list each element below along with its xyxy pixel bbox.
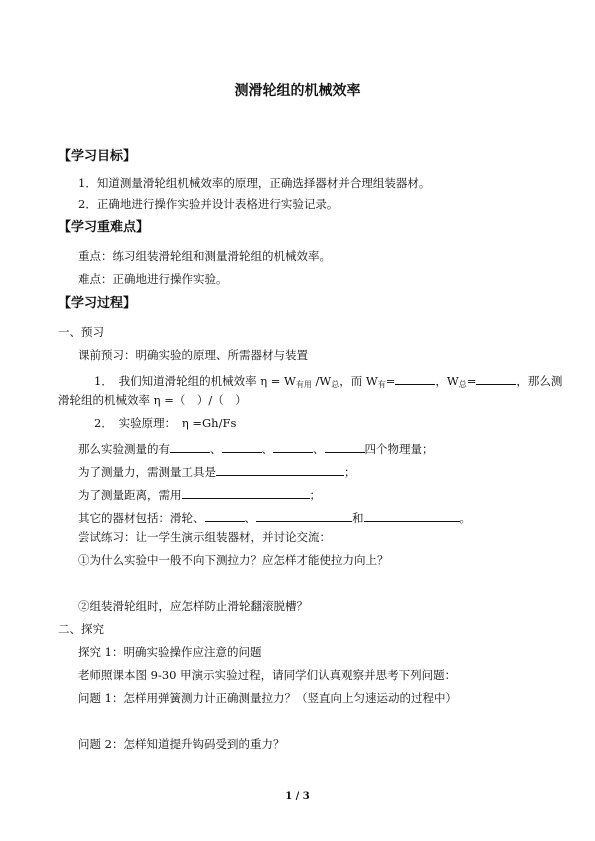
document-title: 测滑轮组的机械效率 xyxy=(234,83,361,99)
blank-equipment-3[interactable] xyxy=(364,510,460,522)
section-learning-goals: 【学习目标】 xyxy=(58,149,137,164)
section-key-difficult-points: 【学习重难点】 xyxy=(58,220,150,235)
blank-w-useful[interactable] xyxy=(395,373,435,385)
blank-quantity-4[interactable] xyxy=(325,441,365,453)
key-point-important: 重点：练习组装滑轮组和测量滑轮组的机械效率。 xyxy=(78,249,331,263)
section-learning-process: 【学习过程】 xyxy=(58,296,137,311)
preview-item-2: 2． 实验原理： η =Gh/Fs xyxy=(94,416,237,430)
preview-item-1: 1． 我们知道滑轮组的机械效率 $\eta = W_{有用}$ $/W_总$，而 $W_有=$ ，$W_总=$ ，那么测 xyxy=(94,374,563,389)
blank-distance-tool[interactable] xyxy=(182,487,310,499)
problem-2: 问题 2：怎样知道提升钩码受到的重力？ xyxy=(78,737,285,751)
preview-item-1-continued: 滑轮组的机械效率 η =（ ）/（ ） xyxy=(58,393,247,407)
force-tool-line: 为了测量力，需测量工具是 ； xyxy=(78,465,356,479)
quantities-line: 那么实验测量的有 、 、 、 四个物理量； xyxy=(78,442,434,456)
goal-item-2: 2．正确地进行操作实验并设计表格进行实验记录。 xyxy=(78,197,339,211)
practice-line: 尝试练习：让一学生演示组装器材，并讨论交流： xyxy=(78,530,331,544)
blank-quantity-2[interactable] xyxy=(222,441,262,453)
explore-item-1: 探究 1：明确实验操作应注意的问题 xyxy=(78,645,262,659)
preview-intro: 课前预习：明确实验的原理、所需器材与装置 xyxy=(78,348,308,362)
blank-equipment-2[interactable] xyxy=(256,510,352,522)
key-point-difficult: 难点：正确地进行操作实验。 xyxy=(78,272,228,286)
explore-heading: 二、探究 xyxy=(58,622,104,636)
distance-tool-line: 为了测量距离，需用 ； xyxy=(78,488,321,502)
problem-1: 问题 1：怎样用弹簧测力计正确测量拉力？（竖直向上匀速运动的过程中） xyxy=(78,691,457,705)
teacher-demo-line: 老师照课本图 9-30 甲演示实验过程，请同学们认真观察并思考下列问题： xyxy=(78,668,457,682)
blank-quantity-1[interactable] xyxy=(170,441,210,453)
blank-w-total[interactable] xyxy=(476,373,516,385)
question-2: ②组装滑轮组时，应怎样防止滑轮翻滚脱槽？ xyxy=(78,599,308,613)
blank-force-tool[interactable] xyxy=(216,464,344,476)
preview-heading: 一、预习 xyxy=(58,325,104,339)
page-number: 1 / 3 xyxy=(285,791,310,802)
equipment-line: 其它的器材包括：滑轮、 、 和 。 xyxy=(78,511,471,525)
question-1: ①为什么实验中一般不向下测拉力？应怎样才能使拉力向上？ xyxy=(78,553,389,567)
blank-equipment-1[interactable] xyxy=(205,510,245,522)
goal-item-1: 1．知道测量滑轮组机械效率的原理，正确选择器材并合理组装器材。 xyxy=(78,176,431,190)
blank-quantity-3[interactable] xyxy=(273,441,313,453)
